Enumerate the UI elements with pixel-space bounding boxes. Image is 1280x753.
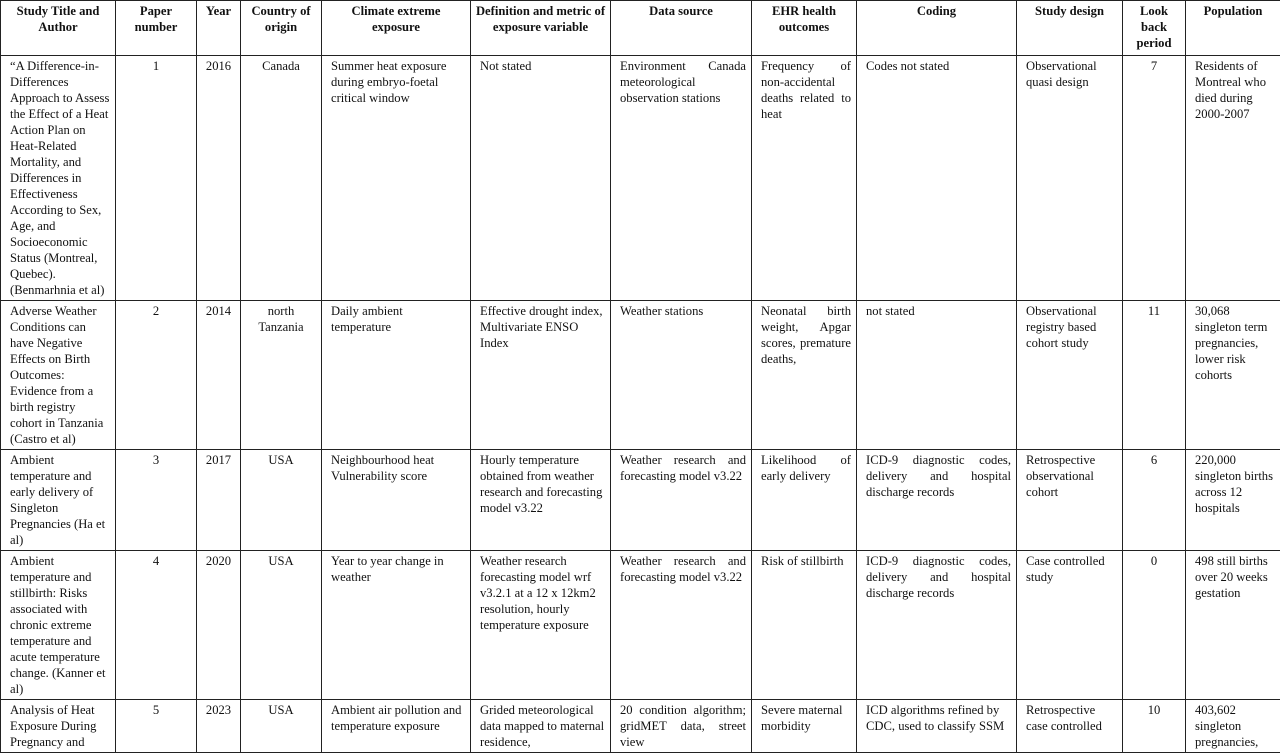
- cell-coding: ICD-9 diagnostic codes, delivery and hospital discharge records: [857, 551, 1017, 700]
- cell-data-source: Weather research and forecasting model v3.22: [611, 551, 752, 700]
- header-study-design: Study design: [1017, 1, 1123, 56]
- cell-look-back: 7: [1123, 56, 1186, 301]
- cell-exposure: Year to year change in weather: [322, 551, 471, 700]
- cell-data-source: Weather stations: [611, 301, 752, 450]
- cell-coding: ICD-9 diagnostic codes, delivery and hospital discharge records: [857, 450, 1017, 551]
- cell-look-back: 6: [1123, 450, 1186, 551]
- cell-look-back: 0: [1123, 551, 1186, 700]
- cell-country: USA: [241, 450, 322, 551]
- cell-definition: Weather research forecasting model wrf v3.2.1 at a 12 x 12km2 resolution, hourly temperature exposure: [471, 551, 611, 700]
- cell-outcomes: Risk of stillbirth: [752, 551, 857, 700]
- cell-coding: ICD algorithms refined by CDC, used to classify SSM: [857, 700, 1017, 753]
- cell-title: “A Difference-in-Differences Approach to Assess the Effect of a Heat Action Plan on Heat-Related Mortality, and Differences in Effectiveness According to Sex, Age, and Socioeconomic Status (Montreal, Quebec). (Benmarhnia et al): [1, 56, 116, 301]
- cell-population: 30,068 singleton term pregnancies, lower risk cohorts: [1186, 301, 1280, 450]
- cell-year: 2016: [197, 56, 241, 301]
- cell-coding: not stated: [857, 301, 1017, 450]
- header-study-title: Study Title and Author: [1, 1, 116, 56]
- cell-look-back: 11: [1123, 301, 1186, 450]
- header-country: Country of origin: [241, 1, 322, 56]
- cell-country: USA: [241, 551, 322, 700]
- table-row: [1, 551, 1280, 700]
- table-header-row: [1, 1, 1280, 56]
- cell-paper-number: 4: [116, 551, 197, 700]
- cell-outcomes: Frequency of non-accidental deaths related to heat: [752, 56, 857, 301]
- cell-title: Adverse Weather Conditions can have Negative Effects on Birth Outcomes: Evidence from a birth registry cohort in Tanzania (Castro et al): [1, 301, 116, 450]
- cell-paper-number: 1: [116, 56, 197, 301]
- cell-design: Observational registry based cohort study: [1017, 301, 1123, 450]
- cell-title: Analysis of Heat Exposure During Pregnancy and: [1, 700, 116, 753]
- cell-data-source: 20 condition algorithm; gridMET data, street view: [611, 700, 752, 753]
- cell-design: Observational quasi design: [1017, 56, 1123, 301]
- cell-population: Residents of Montreal who died during 2000-2007: [1186, 56, 1280, 301]
- cell-exposure: Summer heat exposure during embryo-foetal critical window: [322, 56, 471, 301]
- cell-design: Retrospective case controlled: [1017, 700, 1123, 753]
- cell-outcomes: Neonatal birth weight, Apgar scores, premature deaths,: [752, 301, 857, 450]
- cell-outcomes: Likelihood of early delivery: [752, 450, 857, 551]
- cell-exposure: Neighbourhood heat Vulnerability score: [322, 450, 471, 551]
- header-population: Population: [1186, 1, 1280, 56]
- cell-country: north Tanzania: [241, 301, 322, 450]
- cell-definition: Hourly temperature obtained from weather research and forecasting model v3.22: [471, 450, 611, 551]
- cell-data-source: Environment Canada meteorological observation stations: [611, 56, 752, 301]
- cell-exposure: Daily ambient temperature: [322, 301, 471, 450]
- cell-paper-number: 2: [116, 301, 197, 450]
- cell-design: Case controlled study: [1017, 551, 1123, 700]
- cell-look-back: 10: [1123, 700, 1186, 753]
- header-definition: Definition and metric of exposure variable: [471, 1, 611, 56]
- cell-population: 220,000 singleton births across 12 hospitals: [1186, 450, 1280, 551]
- table-row: [1, 56, 1280, 301]
- cell-definition: Not stated: [471, 56, 611, 301]
- table-row: [1, 301, 1280, 450]
- table-row: [1, 700, 1280, 753]
- cell-title: Ambient temperature and stillbirth: Risks associated with chronic extreme temperature and acute temperature change. (Kanner et al): [1, 551, 116, 700]
- cell-year: 2020: [197, 551, 241, 700]
- header-coding: Coding: [857, 1, 1017, 56]
- cell-year: 2023: [197, 700, 241, 753]
- header-year: Year: [197, 1, 241, 56]
- cell-outcomes: Severe maternal morbidity: [752, 700, 857, 753]
- cell-year: 2014: [197, 301, 241, 450]
- cell-paper-number: 5: [116, 700, 197, 753]
- cell-definition: Effective drought index, Multivariate ENSO Index: [471, 301, 611, 450]
- table-row: [1, 450, 1280, 551]
- cell-definition: Grided meteorological data mapped to maternal residence,: [471, 700, 611, 753]
- header-ehr-outcomes: EHR health outcomes: [752, 1, 857, 56]
- header-data-source: Data source: [611, 1, 752, 56]
- cell-year: 2017: [197, 450, 241, 551]
- header-climate-exposure: Climate extreme exposure: [322, 1, 471, 56]
- cell-design: Retrospective observational cohort: [1017, 450, 1123, 551]
- cell-title: Ambient temperature and early delivery of Singleton Pregnancies (Ha et al): [1, 450, 116, 551]
- cell-country: Canada: [241, 56, 322, 301]
- cell-population: 498 still births over 20 weeks gestation: [1186, 551, 1280, 700]
- cell-country: USA: [241, 700, 322, 753]
- header-look-back: Look back period: [1123, 1, 1186, 56]
- cell-paper-number: 3: [116, 450, 197, 551]
- cell-population: 403,602 singleton pregnancies,: [1186, 700, 1280, 753]
- cell-data-source: Weather research and forecasting model v3.22: [611, 450, 752, 551]
- header-paper-number: Paper number: [116, 1, 197, 56]
- cell-coding: Codes not stated: [857, 56, 1017, 301]
- cell-exposure: Ambient air pollution and temperature exposure: [322, 700, 471, 753]
